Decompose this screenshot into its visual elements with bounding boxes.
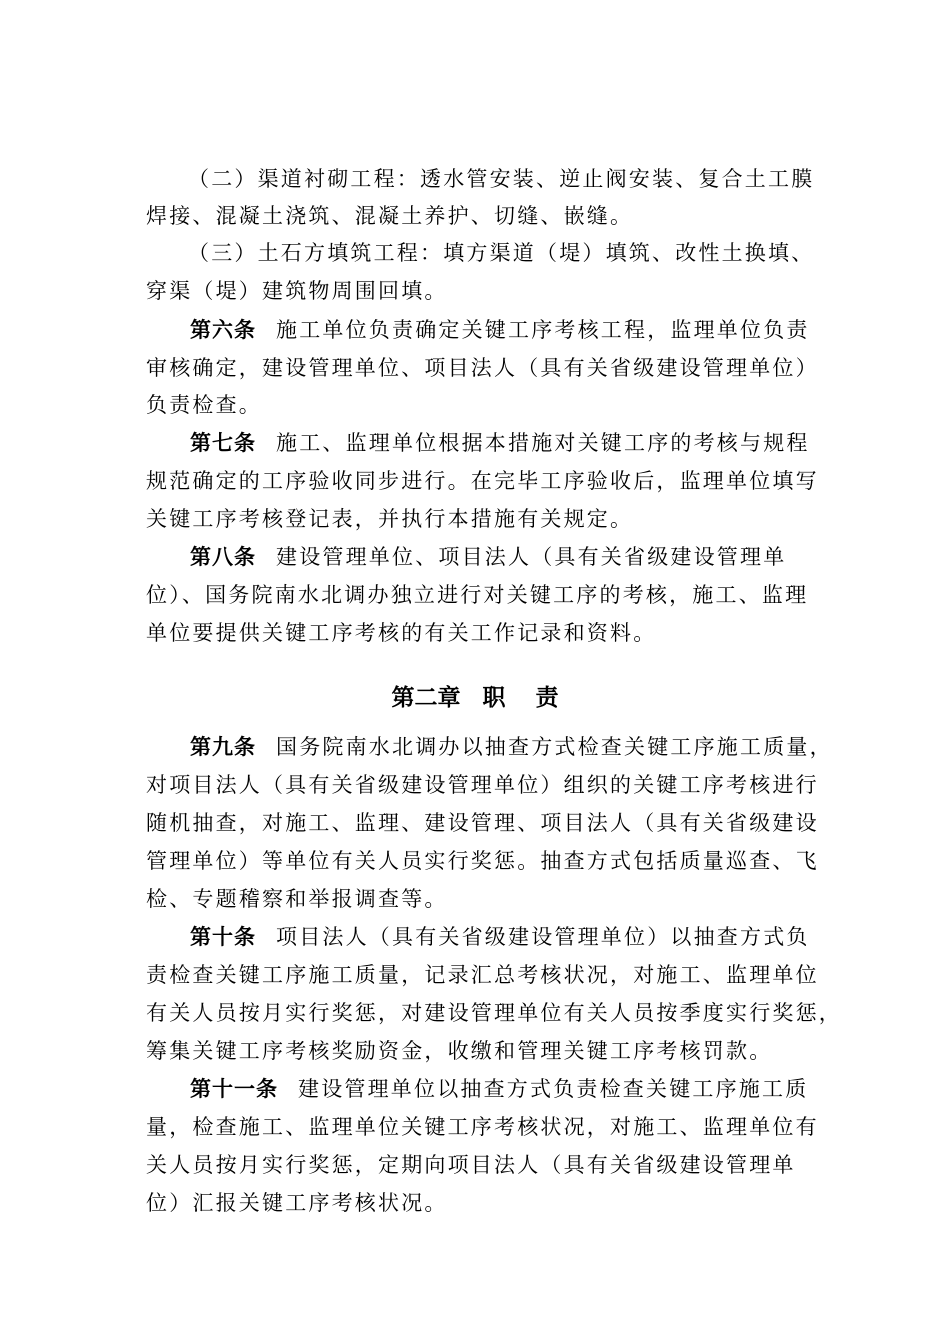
article-9-line-4: 管理单位）等单位有关人员实行奖惩。抽查方式包括质量巡查、飞	[146, 849, 819, 873]
article-9-line-3: 随机抽查，对施工、监理、建设管理、项目法人（具有关省级建设	[146, 811, 819, 835]
article-11-line-4: 位）汇报关键工序考核状况。	[146, 1191, 448, 1215]
article-10-line-4: 筹集关键工序考核奖励资金，收缴和管理关键工序考核罚款。	[146, 1039, 773, 1063]
article-10-label: 第十条	[190, 925, 256, 949]
article-8-line-1	[190, 538, 786, 576]
article-9-line-1	[190, 728, 833, 766]
article-11-text-1: 建设管理单位以抽查方式负责检查关键工序施工质	[298, 1077, 809, 1101]
clause-2-line-1: （二）渠道衬砌工程：透水管安装、逆止阀安装、复合土工膜	[188, 167, 815, 191]
clause-3-line-1: （三）土石方填筑工程：填方渠道（堤）填筑、改性土换填、	[188, 241, 815, 265]
article-7-line-1	[190, 424, 810, 462]
article-8-label: 第八条	[190, 545, 256, 569]
article-6-text-1: 施工单位负责确定关键工序考核工程，监理单位负责	[276, 318, 810, 342]
article-8-line-2: 位）、国务院南水北调办独立进行对关键工序的考核，施工、监理	[146, 583, 809, 607]
article-6-label: 第六条	[190, 318, 256, 342]
article-10-line-2: 责检查关键工序施工质量，记录汇总考核状况，对施工、监理单位	[146, 963, 819, 987]
article-10-line-3: 有关人员按月实行奖惩，对建设管理单位有关人员按季度实行奖惩，	[146, 1001, 842, 1025]
article-9-line-5: 检、专题稽察和举报调查等。	[146, 887, 448, 911]
article-7-text-1: 施工、监理单位根据本措施对关键工序的考核与规程	[276, 431, 810, 455]
article-7-label: 第七条	[190, 431, 256, 455]
article-7-line-2: 规范确定的工序验收同步进行。在完毕工序验收后，监理单位填写	[146, 469, 819, 493]
article-11-line-3: 关人员按月实行奖惩，定期向项目法人（具有关省级建设管理单	[146, 1153, 796, 1177]
article-8-text-1: 建设管理单位、项目法人（具有关省级建设管理单	[276, 545, 787, 569]
clause-2-line-2: 焊接、混凝土浇筑、混凝土养护、切缝、嵌缝。	[146, 204, 634, 228]
article-6-line-2: 审核确定，建设管理单位、项目法人（具有关省级建设管理单位）	[146, 356, 819, 380]
article-11-line-1	[190, 1070, 808, 1108]
article-9-text-1: 国务院南水北调办以抽查方式检查关键工序施工质量，	[276, 735, 833, 759]
article-7-line-3: 关键工序考核登记表，并执行本措施有关规定。	[146, 507, 634, 531]
chapter-heading	[0, 678, 950, 718]
article-9-label: 第九条	[190, 735, 256, 759]
clause-3-line-2: 穿渠（堤）建筑物周围回填。	[146, 279, 448, 303]
article-11-line-2: 量，检查施工、监理单位关键工序考核状况，对施工、监理单位有	[146, 1115, 819, 1139]
chapter-title-char-1: 职	[482, 685, 506, 711]
article-6-line-3: 负责检查。	[146, 393, 262, 417]
article-10-line-1	[190, 918, 810, 956]
article-8-line-3: 单位要提供关键工序考核的有关工作记录和资料。	[146, 621, 657, 645]
article-6-line-1	[190, 311, 810, 349]
article-11-label: 第十一条	[190, 1077, 278, 1101]
article-9-line-2: 对项目法人（具有关省级建设管理单位）组织的关键工序考核进行	[146, 773, 819, 797]
article-10-text-1: 项目法人（具有关省级建设管理单位）以抽查方式负	[276, 925, 810, 949]
chapter-number: 第二章	[391, 685, 461, 711]
chapter-title-char-2: 责	[535, 685, 559, 711]
